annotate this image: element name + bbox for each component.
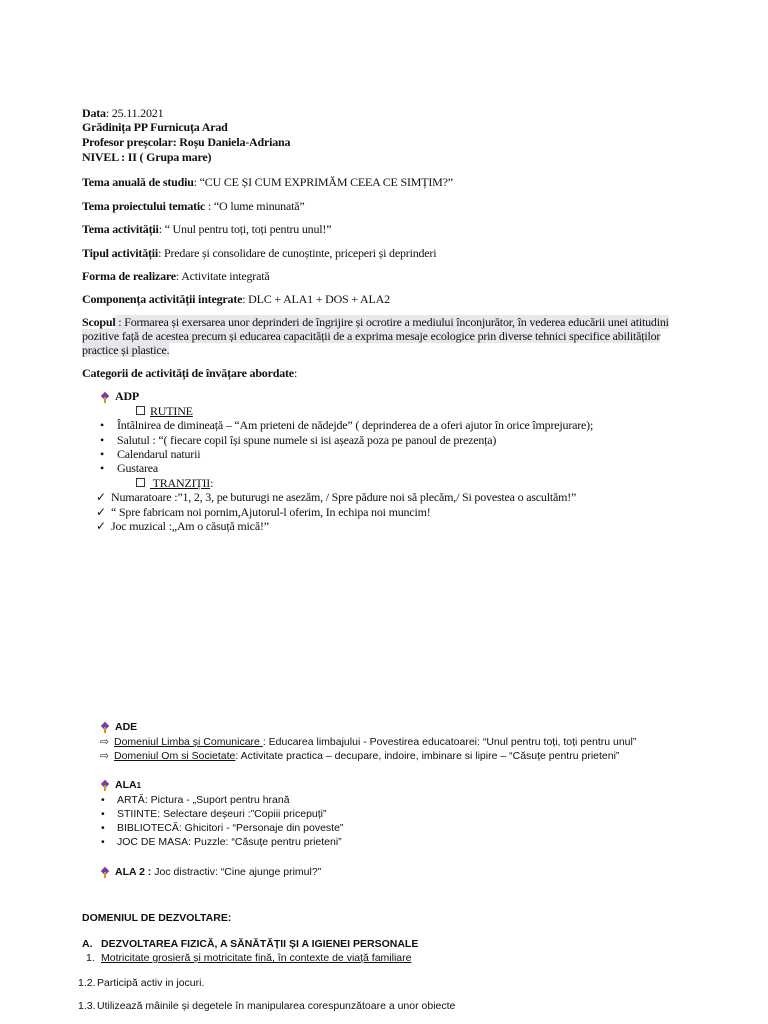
activity-theme: Tema activității: “ Unul pentru toți, toți pentru unul!” (82, 222, 332, 236)
categories: Categorii de activități de învățare abordate: (82, 366, 298, 380)
list-item: • BIBLIOTECĂ: Ghicitori - “Personaje din poveste” (101, 822, 344, 834)
list-item: • ARTĂ: Pictura - „Suport pentru hrană (101, 794, 290, 806)
development-domain-title: DOMENIUL DE DEZVOLTARE: (82, 912, 232, 924)
activity-type: Tipul activității: Predare și consolidare de cunoștinte, priceperi și deprinderi (82, 246, 437, 260)
ade-heading: ADE (101, 721, 137, 733)
level: NIVEL : II ( Grupa mare) (82, 150, 212, 164)
ade-item: ⇨ Domeniul Om si Societate: Activitate practica – decupare, indoire, imbinare si lipire – “Căsuțe pentru prieteni” (100, 750, 620, 762)
arrow-right-icon: ⇨ (100, 750, 109, 762)
date-label: Data (82, 106, 106, 120)
rutine-heading: RUTINE (136, 404, 193, 419)
date-value: : 25.11.2021 (105, 106, 164, 120)
date-line (82, 106, 163, 121)
diamond-bullet-icon (101, 723, 109, 731)
annual-theme: Tema anuală de studiu: “CU CE ȘI CUM EXPRIMĂM CEEA CE SIMȚIM?” (82, 175, 453, 189)
check-icon: ✓ (96, 490, 106, 504)
diamond-bullet-icon (101, 781, 109, 789)
list-item: ✓ “ Spre fabricam noi pornim,Ajutorul-l oferim, In echipa noi muncim! (96, 505, 431, 519)
list-item: • Gustarea (100, 461, 159, 475)
scope-line-1: Scopul : Formarea și exersarea unor deprinderi de îngrijire și ocrotire a mediului înconjurător, în vederea educării unei atitudini (82, 315, 669, 329)
teacher-name: Profesor preșcolar: Roșu Daniela-Adriana (82, 135, 291, 149)
list-item: • Calendarul naturii (100, 447, 201, 461)
ade-item: ⇨ Domeniul Limba și Comunicare : Educarea limbajului - Povestirea educatoarei: “Unul pentru toți, toți pentru unul” (100, 736, 637, 748)
list-item: ✓ Joc muzical :„Am o căsuță mică!” (96, 519, 269, 533)
project-theme: Tema proiectului tematic : “O lume minunată” (82, 199, 305, 213)
list-item: • Întâlnirea de dimineață – “Am prieteni de nădejde” ( deprinderea de a oferi ajutor în orice împrejurare); (100, 418, 594, 432)
ala1-heading: ALA1 (101, 779, 141, 791)
square-bullet-icon (136, 406, 145, 415)
check-icon: ✓ (96, 519, 106, 533)
square-bullet-icon (136, 478, 145, 487)
form: Forma de realizare: Activitate integrată (82, 269, 270, 283)
diamond-bullet-icon (101, 393, 109, 401)
components: Componența activității integrate: DLC + ALA1 + DOS + ALA2 (82, 292, 390, 306)
tranzitii-heading: TRANZIȚII: (136, 476, 213, 491)
arrow-right-icon: ⇨ (100, 736, 109, 748)
list-item: • STIINTE: Selectare deșeuri :”Copiii pricepuți” (101, 808, 327, 820)
scope-line-3: practice și plastice. (82, 343, 170, 357)
adp-heading: ADP (101, 389, 139, 404)
scope-line-2: pozitive față de acestea precum și educarea capacității de a exprima mesaje ecologice prin diverse tehnici specifice abilităților (82, 329, 661, 343)
list-item: • JOC DE MASA: Puzzle: “Căsuțe pentru prieteni” (101, 836, 342, 848)
item-1-3: 1.3.Utilizează mâinile și degetele în manipularea corespunzătoare a unor obiecte (78, 1000, 456, 1012)
ala2-line: ALA 2 : Joc distractiv: “Cine ajunge primul?” (101, 866, 321, 878)
school-name: Grădinița PP Furnicuța Arad (82, 120, 228, 134)
list-item: ✓ Numaratoare :”1, 2, 3, pe buturugi ne asezăm, / Spre pădure noi să plecăm,/ Si povestea o ascultăm!” (96, 490, 577, 504)
diamond-bullet-icon (101, 868, 109, 876)
item-1-2: 1.2.Participă activ in jocuri. (78, 977, 205, 989)
item-1: 1. Motricitate grosieră și motricitate fină, în contexte de viață familiare (86, 952, 412, 964)
list-item: • Salutul : “( fiecare copil își spune numele si isi așează poza pe panoul de prezența) (100, 433, 497, 447)
check-icon: ✓ (96, 505, 106, 519)
section-a: A. DEZVOLTAREA FIZICĂ, A SĂNĂTĂȚII ȘI A IGIENEI PERSONALE (82, 938, 419, 950)
